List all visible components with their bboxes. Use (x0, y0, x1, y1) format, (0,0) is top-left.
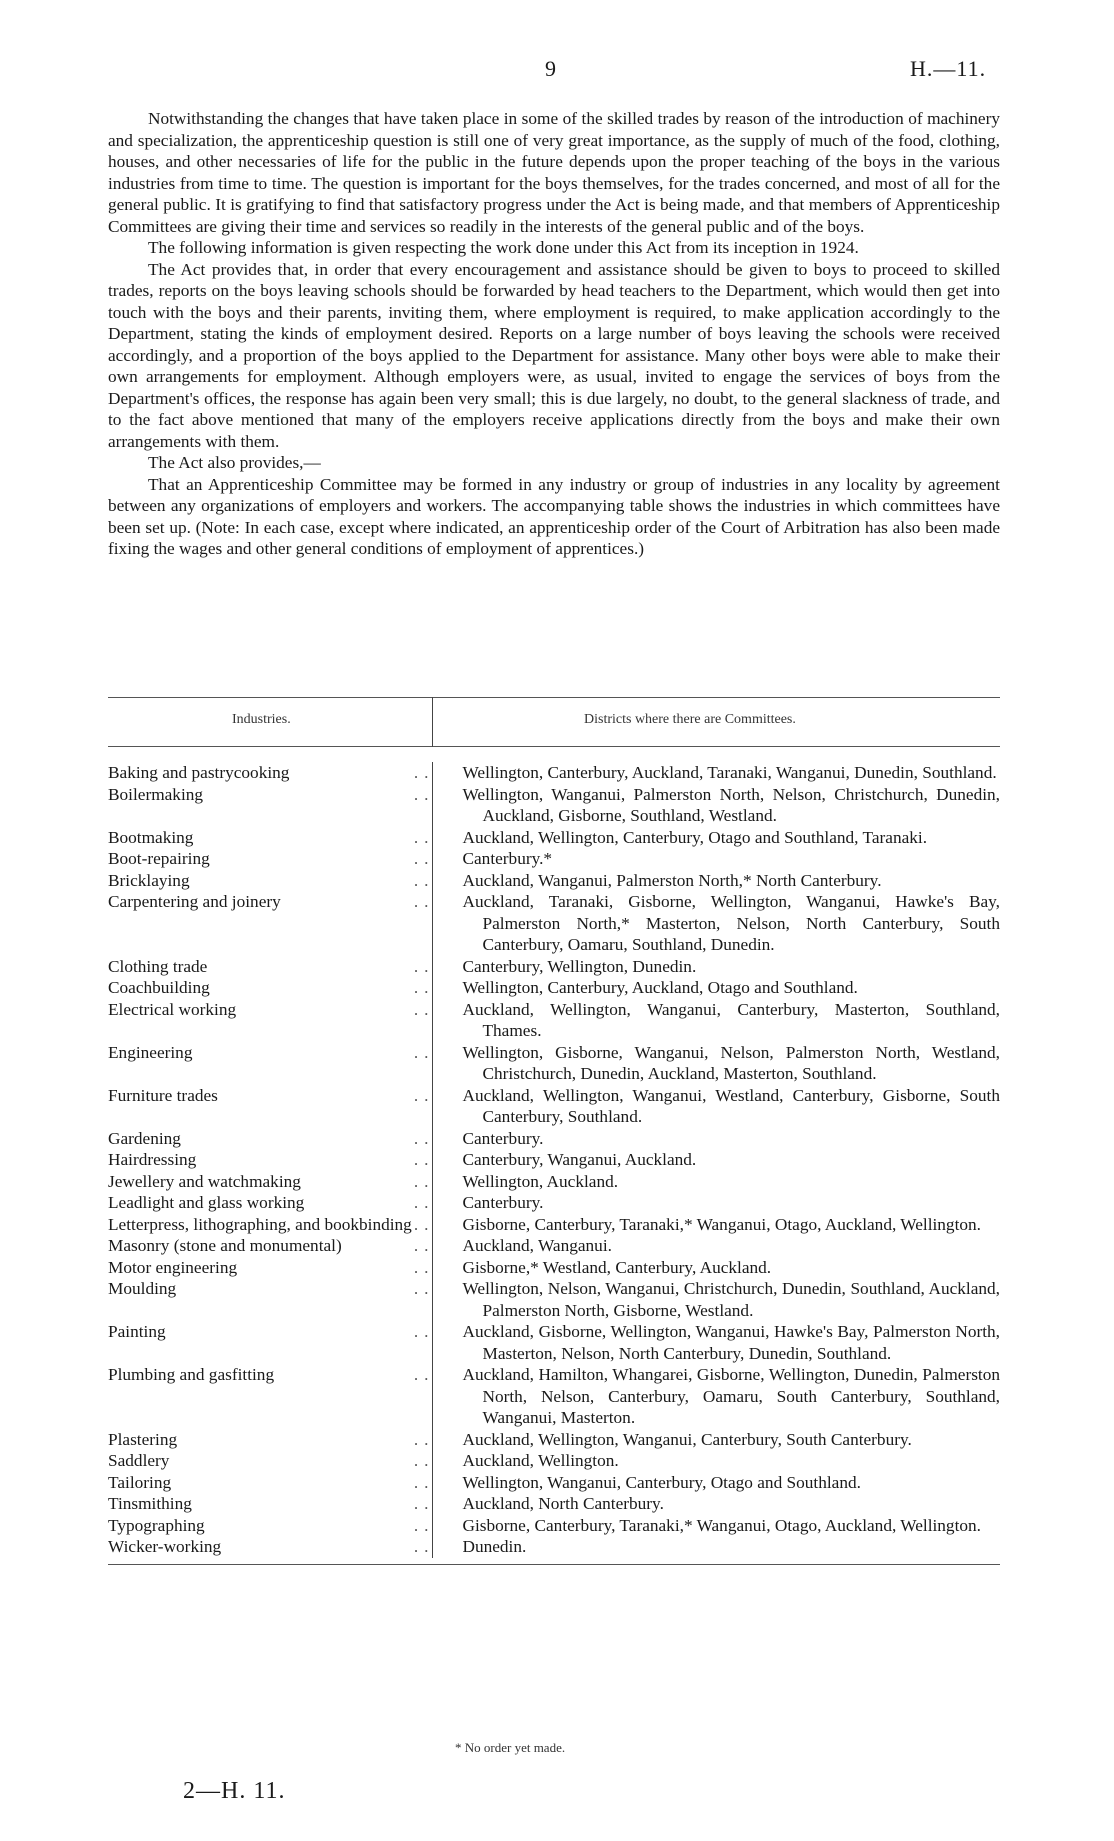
industry-cell (108, 1278, 442, 1321)
industry-cell (108, 1536, 442, 1558)
industry-name: Leadlight and glass working (108, 1193, 305, 1212)
districts-text: Gisborne,* Westland, Canterbury, Auckland. (462, 1257, 772, 1277)
districts-cell (442, 1085, 1000, 1128)
industry-cell (108, 1128, 442, 1150)
paragraph: That an Apprenticeship Committee may be formed in any industry or group of industries in any locality by agreement between any organizations of employers and workers. The accompanying table shows the industries in which committees have been set up. (Note: In each case, except where indicated, an apprenticeship order of the Court of Arbitration has also been made fixing the wages and other general conditions of employment of apprentices.) (108, 474, 1000, 558)
districts-cell (442, 1128, 1000, 1150)
industry-cell (108, 1235, 442, 1257)
districts-cell (442, 999, 1000, 1042)
table-row (108, 827, 1000, 849)
industry-cell (108, 1192, 442, 1214)
districts-cell (442, 827, 1000, 849)
industry-cell (108, 784, 442, 827)
table-row (108, 956, 1000, 978)
table-top-rule (108, 697, 1000, 698)
leader-dots: .. (413, 1365, 435, 1384)
districts-text: Auckland, Gisborne, Wellington, Wanganui, Hawke's Bay, Palmerston North, Masterton, Nelson, North Canterbury, Dunedin, Southland. (462, 1322, 1000, 1363)
districts-cell (442, 1278, 1000, 1321)
industry-cell (108, 999, 442, 1042)
industry-name: Bootmaking (108, 827, 194, 847)
industry-name: Gardening (108, 1128, 181, 1148)
industry-name: Saddlery (108, 1451, 170, 1470)
industry-name: Engineering (108, 1042, 193, 1062)
districts-cell (442, 1257, 1000, 1279)
industry-name: Moulding (108, 1279, 177, 1298)
leader-dots: .. (413, 1429, 435, 1449)
industry-name: Tailoring (108, 1472, 172, 1492)
leader-dots: .. (413, 956, 435, 976)
industry-cell (108, 827, 442, 849)
industry-cell (108, 956, 442, 978)
industry-name: Plastering (108, 1429, 178, 1449)
industry-name: Painting (108, 1322, 166, 1341)
leader-dots: .. (413, 784, 435, 804)
leader-dots: .. (413, 1042, 435, 1062)
districts-text: Wellington, Nelson, Wanganui, Christchurch, Dunedin, Southland, Auckland, Palmerston North, Gisborne, Westland. (462, 1279, 1000, 1320)
paragraph: Notwithstanding the changes that have taken place in some of the skilled trades by reason of the introduction of machinery and specialization, the apprenticeship question is still one of very great importance, as the supply of much of the food, clothing, houses, and other necessaries of life for the public in the future depends upon the proper teaching of the boys in the various industries from time to time. The question is important for the boys themselves, for the trades concerned, and most of all for the general public. It is gratifying to find that satisfactory progress under the Act is being made, and that members of Apprenticeship Committees are giving their time and services so readily in the interests of the general public and of the boys. (108, 109, 1000, 236)
districts-cell (442, 977, 1000, 999)
leader-dots: .. (413, 1171, 435, 1191)
table-row (108, 848, 1000, 870)
industry-cell (108, 1085, 442, 1128)
districts-text: Wellington, Canterbury, Auckland, Taranaki, Wanganui, Dunedin, Southland. (462, 763, 997, 782)
districts-cell (442, 1364, 1000, 1429)
leader-dots: .. (413, 978, 435, 997)
leader-dots: .. (413, 999, 435, 1019)
districts-cell (442, 762, 1000, 784)
paragraph: The Act provides that, in order that every encouragement and assistance should be given to boys to proceed to skilled trades, reports on the boys leaving schools should be forwarded by head teachers to the Department, which would then get into touch with the boys and their parents, inviting them, where employment is required, to make application accordingly to the Department, stating the kinds of employment desired. Reports on a large number of boys leaving the schools were received accordingly, and a proportion of the boys applied to the Department for assistance. Many other boys were able to make their own arrangements for employment. Although employers were, as usual, invited to engage the services of boys from the Department's offices, the response has again been very small; this is due largely, no doubt, to the general slackness of trade, and to the fact above mentioned that many of the employers receive applications directly from the boys and make their own arrangements with them. (108, 259, 1000, 451)
industry-name: Wicker-working (108, 1537, 222, 1556)
industry-name: Motor engineering (108, 1257, 238, 1277)
leader-dots: .. (413, 1494, 435, 1513)
districts-text: Wellington, Wanganui, Palmerston North, Nelson, Christchurch, Dunedin, Auckland, Gisborne, Southland, Westland. (462, 784, 1000, 825)
districts-cell (442, 1171, 1000, 1193)
leader-dots: .. (413, 763, 435, 782)
leader-dots: .. (413, 870, 435, 890)
footnote: * No order yet made. (455, 1740, 566, 1755)
districts-text: Auckland, Wanganui. (462, 1236, 612, 1255)
districts-cell (442, 1235, 1000, 1257)
districts-cell (442, 1536, 1000, 1558)
industry-cell (108, 1149, 442, 1171)
industry-name: Tinsmithing (108, 1494, 192, 1513)
districts-text: Auckland, Wellington, Wanganui, Westland, Canterbury, Gisborne, South Canterbury, Southland. (462, 1085, 1000, 1126)
industry-name: Bricklaying (108, 870, 190, 890)
industry-cell (108, 1364, 442, 1429)
districts-cell (442, 1472, 1000, 1494)
table-row (108, 1364, 1000, 1429)
districts-cell (442, 1321, 1000, 1364)
districts-text: Canterbury. (462, 1128, 544, 1148)
industry-cell (108, 1450, 442, 1472)
industry-cell (108, 1042, 442, 1085)
industry-name: Boilermaking (108, 784, 204, 804)
districts-cell (442, 1214, 1000, 1236)
industry-cell (108, 848, 442, 870)
leader-dots: .. (413, 1451, 435, 1470)
districts-cell (442, 1450, 1000, 1472)
districts-cell (442, 1192, 1000, 1214)
industry-name: Letterpress, lithographing, and bookbinding (108, 1214, 412, 1234)
table-row (108, 1450, 1000, 1472)
leader-dots: .. (413, 1472, 435, 1492)
leader-dots: .. (413, 1214, 435, 1234)
districts-text: Canterbury, Wanganui, Auckland. (462, 1150, 697, 1169)
leader-dots: .. (413, 1193, 435, 1212)
table-row (108, 1171, 1000, 1193)
industry-cell (108, 1429, 442, 1451)
districts-text: Auckland, Wellington. (462, 1451, 619, 1470)
body-text (108, 108, 1000, 560)
table-row (108, 999, 1000, 1042)
table-row (108, 1321, 1000, 1364)
table-row (108, 1235, 1000, 1257)
districts-text: Auckland, Wellington, Canterbury, Otago and Southland, Taranaki. (462, 827, 928, 847)
industry-name: Furniture trades (108, 1085, 218, 1105)
column-header-districts: Districts where there are Committees. (584, 712, 796, 727)
industry-cell (108, 1171, 442, 1193)
districts-cell (442, 870, 1000, 892)
table-row (108, 1085, 1000, 1128)
leader-dots: .. (413, 892, 435, 911)
leader-dots: .. (413, 849, 435, 868)
leader-dots: .. (413, 1279, 435, 1298)
signature-line: 2—H. 11. (183, 1778, 286, 1804)
leader-dots: .. (413, 1085, 435, 1105)
industry-cell (108, 762, 442, 784)
districts-text: Wellington, Gisborne, Wanganui, Nelson, Palmerston North, Westland, Christchurch, Dunedin, Auckland, Masterton, Southland. (462, 1042, 1000, 1083)
industry-cell (108, 1321, 442, 1364)
districts-text: Canterbury, Wellington, Dunedin. (462, 956, 697, 976)
districts-text: Wellington, Auckland. (462, 1171, 619, 1191)
districts-text: Auckland, Wanganui, Palmerston North,* North Canterbury. (462, 870, 882, 890)
industry-name: Plumbing and gasfitting (108, 1365, 275, 1384)
leader-dots: .. (413, 1236, 435, 1255)
leader-dots: .. (413, 1322, 435, 1341)
districts-text: Auckland, Taranaki, Gisborne, Wellington, Wanganui, Hawke's Bay, Palmerston North,* Masterton, Nelson, North Canterbury, South Canterbury, Oamaru, Southland, Dunedin. (462, 892, 1000, 954)
industry-name: Hairdressing (108, 1150, 197, 1169)
districts-text: Dunedin. (462, 1537, 527, 1556)
industry-cell (108, 977, 442, 999)
leader-dots: .. (413, 1257, 435, 1277)
districts-cell (442, 956, 1000, 978)
table-row (108, 1429, 1000, 1451)
committees-table (108, 762, 1000, 1558)
industry-name: Coachbuilding (108, 978, 210, 997)
table-row (108, 977, 1000, 999)
districts-cell (442, 1042, 1000, 1085)
leader-dots: .. (413, 827, 435, 847)
table-row (108, 1515, 1000, 1537)
industry-cell (108, 1214, 442, 1236)
table-row (108, 1042, 1000, 1085)
column-header-industries: Industries. (232, 712, 291, 727)
body-column-separator (432, 762, 433, 1558)
table-row (108, 1192, 1000, 1214)
table-row (108, 1536, 1000, 1558)
districts-text: Wellington, Canterbury, Auckland, Otago and Southland. (462, 978, 858, 997)
table-row (108, 1493, 1000, 1515)
districts-text: Auckland, Wellington, Wanganui, Canterbury, Masterton, Southland, Thames. (462, 999, 1000, 1040)
document-reference: H.—11. (910, 56, 987, 81)
industry-name: Electrical working (108, 999, 237, 1019)
industry-name: Clothing trade (108, 956, 208, 976)
table-row (108, 1472, 1000, 1494)
leader-dots: .. (413, 1537, 435, 1556)
table-row (108, 1149, 1000, 1171)
table-row (108, 1257, 1000, 1279)
page-number: 9 (545, 56, 556, 81)
industry-cell (108, 1493, 442, 1515)
industry-cell (108, 1257, 442, 1279)
table-bottom-rule (108, 1564, 1000, 1565)
districts-text: Auckland, Wellington, Wanganui, Canterbury, South Canterbury. (462, 1429, 912, 1449)
paragraph: The Act also provides,— (148, 453, 321, 472)
industry-cell (108, 1472, 442, 1494)
industry-name: Carpentering and joinery (108, 892, 281, 911)
districts-cell (442, 1149, 1000, 1171)
districts-text: Auckland, Hamilton, Whangarei, Gisborne, Wellington, Dunedin, Palmerston North, Nelson, Canterbury, Oamaru, South Canterbury, Southland, Wanganui, Masterton. (462, 1365, 1000, 1427)
header-column-separator (432, 697, 433, 747)
table-header-rule (108, 746, 1000, 747)
districts-cell (442, 784, 1000, 827)
industry-cell (108, 1515, 442, 1537)
table-row (108, 891, 1000, 956)
industry-name: Jewellery and watchmaking (108, 1171, 301, 1191)
industry-name: Baking and pastrycooking (108, 763, 290, 782)
leader-dots: .. (413, 1150, 435, 1169)
industry-name: Typographing (108, 1515, 205, 1535)
table-row (108, 784, 1000, 827)
industry-cell (108, 891, 442, 956)
districts-text: Canterbury.* (462, 849, 553, 868)
districts-text: Wellington, Wanganui, Canterbury, Otago and Southland. (462, 1472, 861, 1492)
industry-cell (108, 870, 442, 892)
table-row (108, 762, 1000, 784)
leader-dots: .. (413, 1515, 435, 1535)
table-row (108, 870, 1000, 892)
districts-cell (442, 1515, 1000, 1537)
table-row (108, 1214, 1000, 1236)
districts-text: Auckland, North Canterbury. (462, 1494, 664, 1513)
table-row (108, 1128, 1000, 1150)
table-row (108, 1278, 1000, 1321)
districts-text: Gisborne, Canterbury, Taranaki,* Wanganui, Otago, Auckland, Wellington. (462, 1214, 981, 1234)
districts-cell (442, 1493, 1000, 1515)
districts-cell (442, 1429, 1000, 1451)
districts-text: Gisborne, Canterbury, Taranaki,* Wanganui, Otago, Auckland, Wellington. (462, 1515, 981, 1535)
leader-dots: .. (413, 1128, 435, 1148)
industry-name: Boot-repairing (108, 849, 210, 868)
districts-cell (442, 891, 1000, 956)
districts-text: Canterbury. (462, 1193, 544, 1212)
industry-name: Masonry (stone and monumental) (108, 1236, 342, 1255)
districts-cell (442, 848, 1000, 870)
paragraph: The following information is given respecting the work done under this Act from its inception in 1924. (148, 238, 859, 257)
